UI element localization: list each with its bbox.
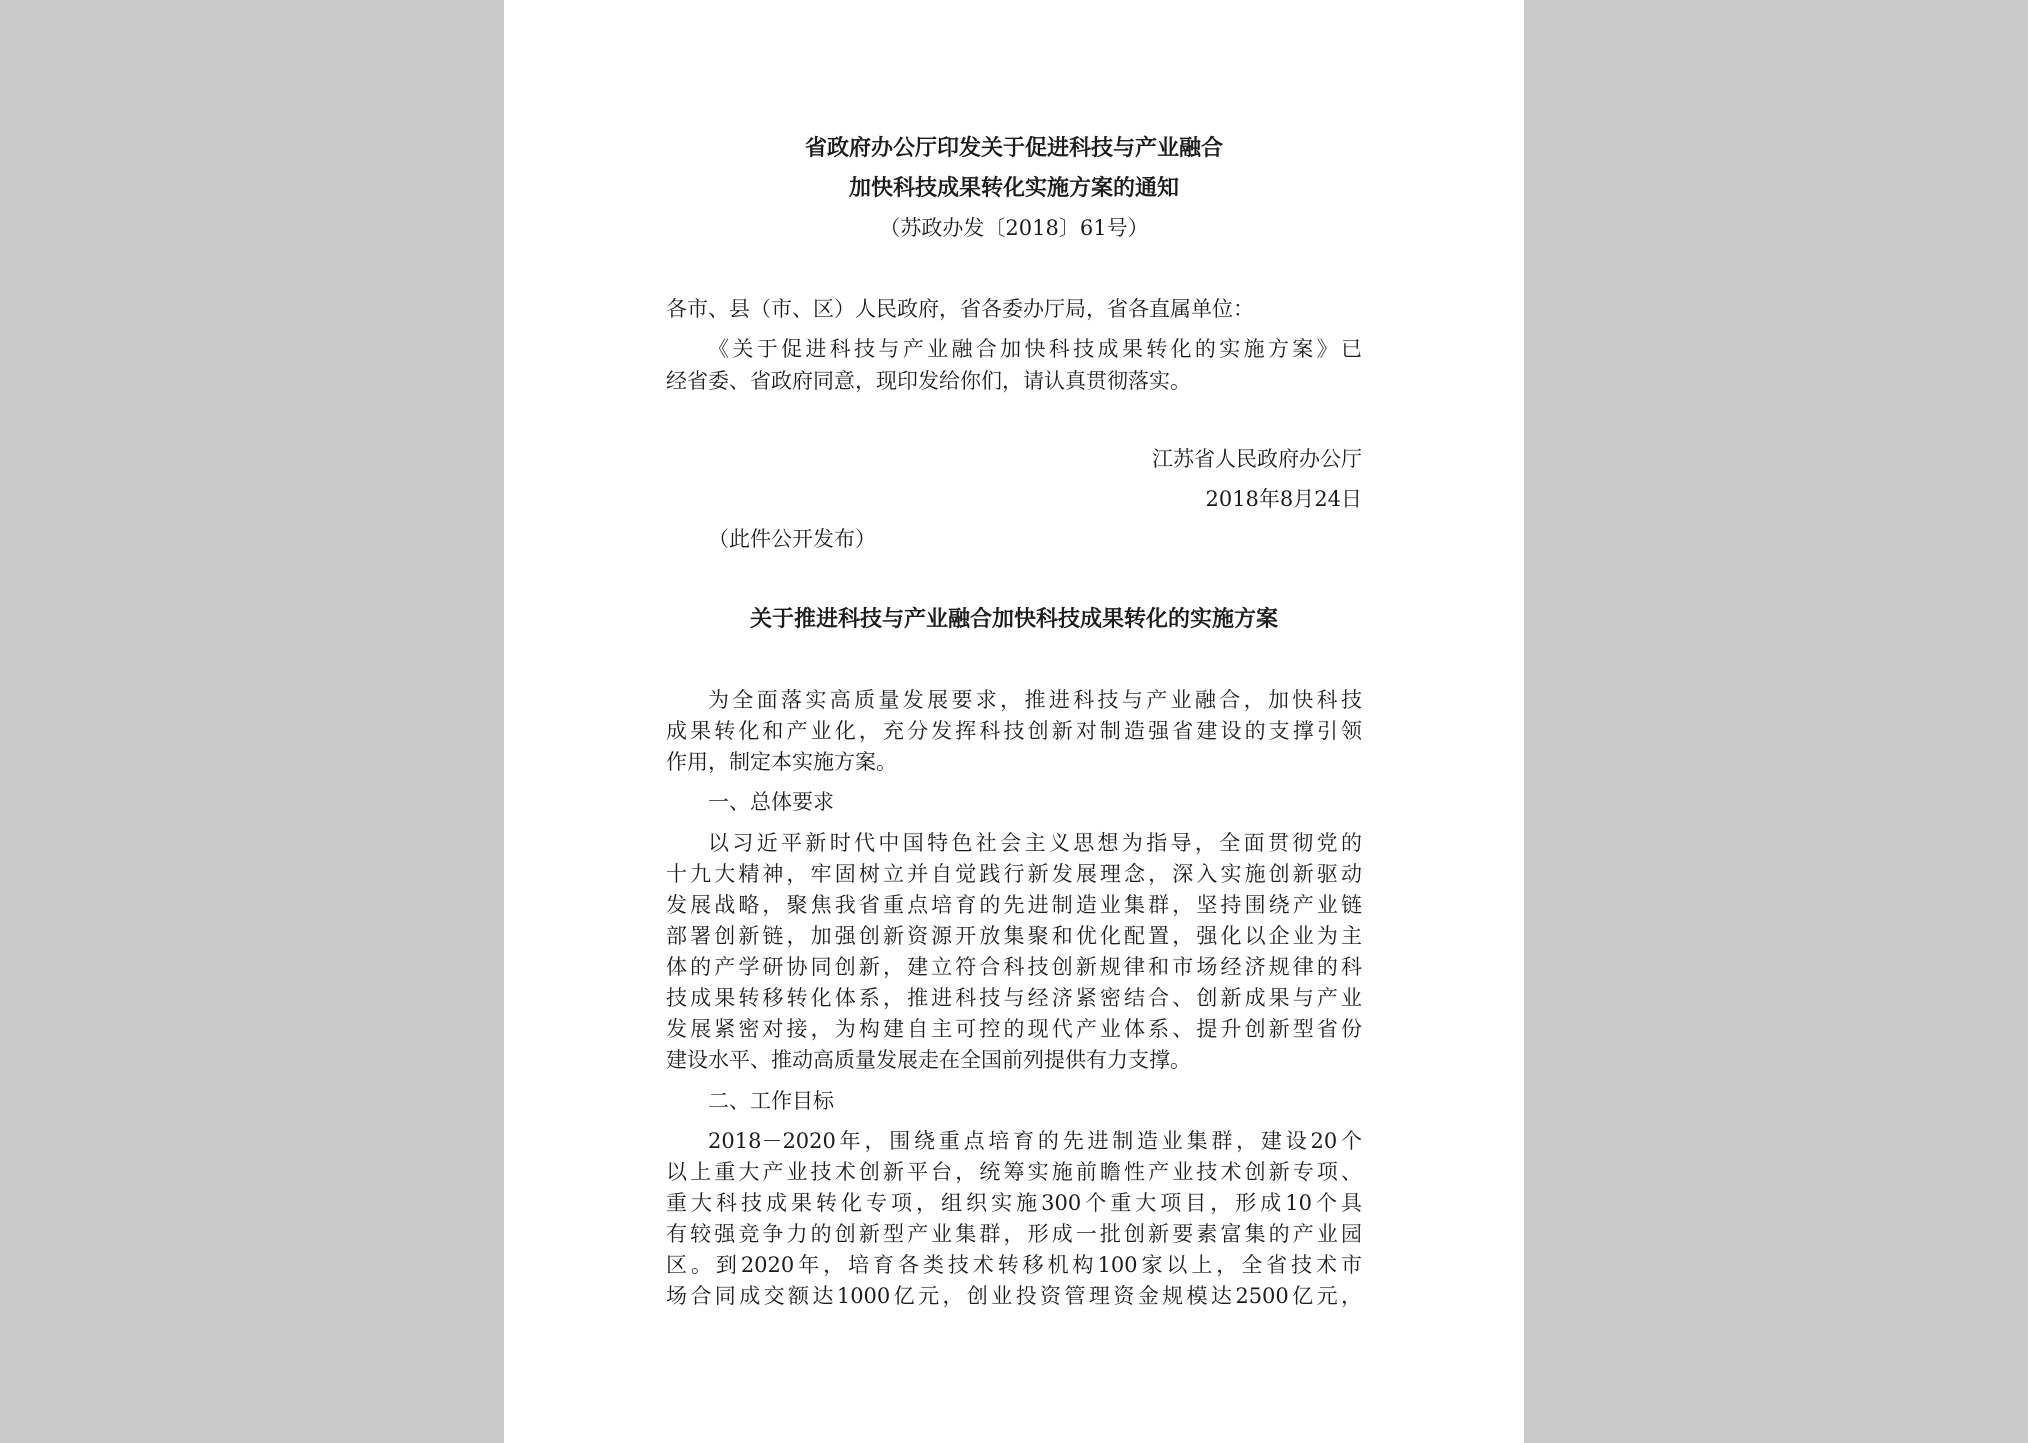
section-line: 建设水平、推动高质量发展走在全国前列提供有力支撑。 (666, 1048, 1191, 1072)
section-line: 发展战略，聚焦我省重点培育的先进制造业集群，坚持围绕产业链 (666, 893, 1362, 917)
plan-title: 关于推进科技与产业融合加快科技成果转化的实施方案 (749, 606, 1278, 632)
notice-title-line-1: 省政府办公厅印发关于促进科技与产业融合 (804, 135, 1223, 161)
intro-line: 为全面落实高质量发展要求，推进科技与产业融合，加快科技 (708, 688, 1362, 712)
issue-date: 2018年8月24日 (1205, 487, 1362, 511)
section-line: 有较强竞争力的创新型产业集群，形成一批创新要素富集的产业园 (666, 1222, 1362, 1246)
document-page (504, 0, 1524, 1443)
section-line: 发展紧密对接，为构建自主可控的现代产业体系、提升创新型省份 (666, 1017, 1362, 1041)
document-number: （苏政办发〔2018〕61号） (879, 216, 1149, 240)
section-heading: 二、工作目标 (708, 1089, 834, 1113)
publication-note: （此件公开发布） (708, 527, 876, 551)
notice-title-line-2: 加快科技成果转化实施方案的通知 (848, 175, 1179, 201)
section-line: 十九大精神，牢固树立并自觉践行新发展理念，深入实施创新驱动 (666, 862, 1362, 886)
text-column (666, 0, 1362, 1443)
issuer: 江苏省人民政府办公厅 (1152, 447, 1362, 471)
notice-body-line: 《关于促进科技与产业融合加快科技成果转化的实施方案》已 (708, 337, 1362, 361)
section-line: 重大科技成果转化专项，组织实施300个重大项目，形成10个具 (666, 1191, 1362, 1215)
section-line: 以习近平新时代中国特色社会主义思想为指导，全面贯彻党的 (708, 831, 1362, 855)
section-heading: 一、总体要求 (708, 790, 834, 814)
section-line: 以上重大产业技术创新平台，统筹实施前瞻性产业技术创新专项、 (666, 1160, 1362, 1184)
notice-body-line: 经省委、省政府同意，现印发给你们，请认真贯彻落实。 (666, 369, 1191, 393)
section-line: 技成果转移转化体系，推进科技与经济紧密结合、创新成果与产业 (666, 986, 1362, 1010)
section-line: 体的产学研协同创新，建立符合科技创新规律和市场经济规律的科 (666, 955, 1362, 979)
intro-line: 作用，制定本实施方案。 (666, 750, 897, 774)
section-line: 场合同成交额达1000亿元，创业投资管理资金规模达2500亿元， (666, 1284, 1362, 1308)
section-line: 区。到2020年，培育各类技术转移机构100家以上，全省技术市 (666, 1253, 1362, 1277)
intro-line: 成果转化和产业化，充分发挥科技创新对制造强省建设的支撑引领 (666, 719, 1362, 743)
addressee: 各市、县（市、区）人民政府，省各委办厅局，省各直属单位： (666, 297, 1254, 321)
section-line: 2018－2020年，围绕重点培育的先进制造业集群，建设20个 (708, 1129, 1362, 1153)
section-line: 部署创新链，加强创新资源开放集聚和优化配置，强化以企业为主 (666, 924, 1362, 948)
